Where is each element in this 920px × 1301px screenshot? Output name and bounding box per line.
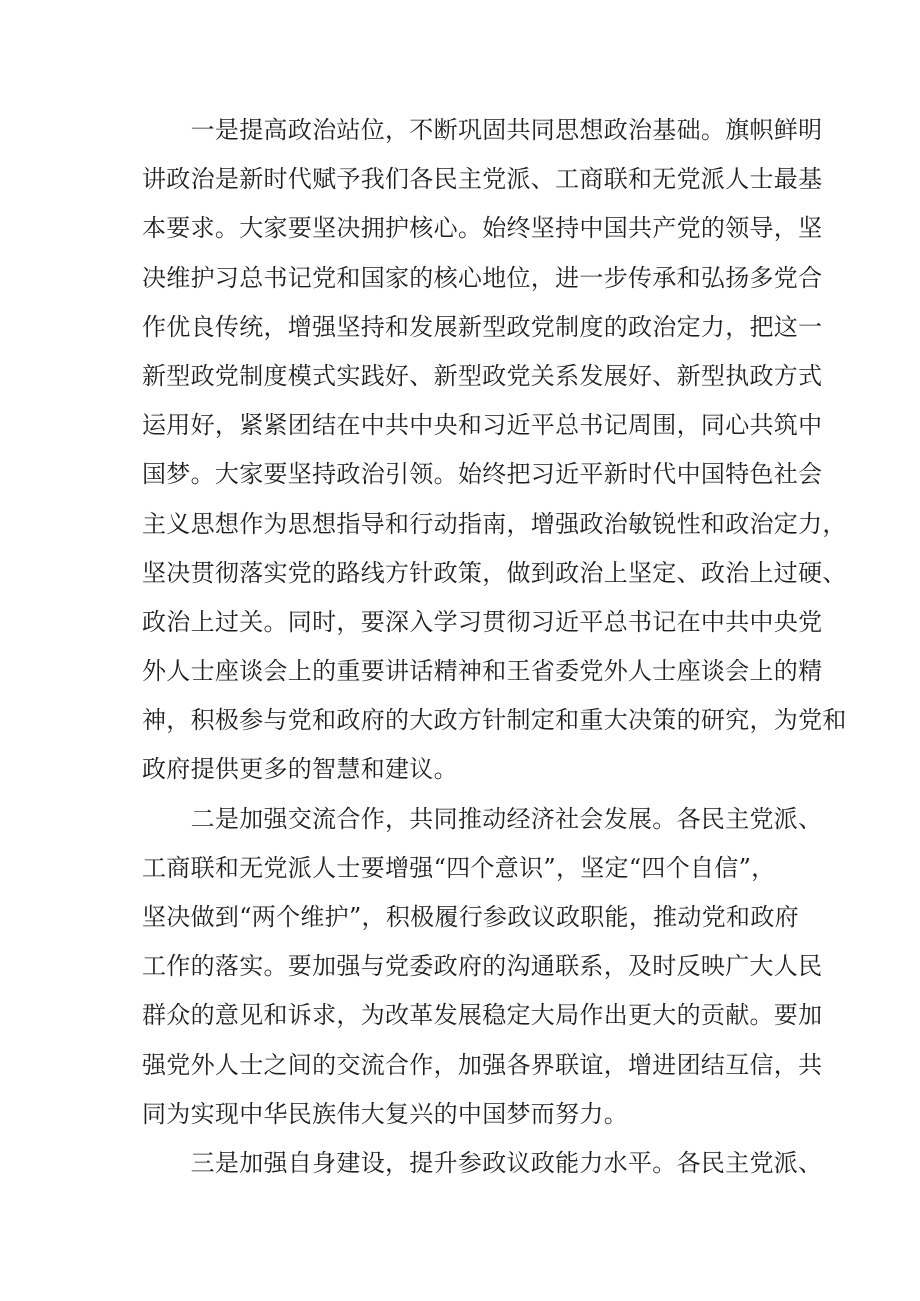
text-line-9: 主义思想作为思想指导和行动指南，增强政治敏锐性和政治定力，: [142, 509, 847, 538]
text-line-7: 运用好，紧紧团结在中共中央和习近平总书记周围，同心共筑中: [142, 411, 823, 440]
text-line-4: 决维护习总书记党和国家的核心地位，进一步传承和弘扬多党合: [142, 263, 823, 292]
text-line-8: 国梦。大家要坚持政治引领。始终把习近平新时代中国特色社会: [142, 460, 823, 489]
text-line-17: 坚决做到“两个维护”，积极履行参政议政职能，推动党和政府: [142, 903, 799, 931]
text-line-12: 外人士座谈会上的重要讲话精神和王省委党外人士座谈会上的精: [142, 657, 823, 686]
text-line-14: 政府提供更多的智慧和建议。: [142, 755, 458, 784]
text-line-3: 本要求。大家要坚决拥护核心。始终坚持中国共产党的领导，坚: [142, 214, 823, 243]
text-line-21: 同为实现中华民族伟大复兴的中国梦而努力。: [142, 1099, 628, 1128]
text-line-2: 讲政治是新时代赋予我们各民主党派、工商联和无党派人士最基: [142, 165, 823, 194]
text-line-11: 政治上过关。同时，要深入学习贯彻习近平总书记在中共中央党: [142, 607, 823, 636]
text-line-15: 二是加强交流合作，共同推动经济社会发展。各民主党派、: [142, 804, 823, 833]
text-line-22: 三是加强自身建设，提升参政议政能力水平。各民主党派、: [142, 1148, 823, 1177]
text-line-20: 强党外人士之间的交流合作，加强各界联谊，增进团结互信，共: [142, 1050, 823, 1079]
text-line-19: 群众的意见和诉求，为改革发展稳定大局作出更大的贡献。要加: [142, 1001, 823, 1030]
text-line-1: 一是提高政治站位，不断巩固共同思想政治基础。旗帜鲜明: [142, 116, 823, 144]
text-line-6: 新型政党制度模式实践好、新型政党关系发展好、新型执政方式: [142, 361, 823, 390]
text-line-13: 神，积极参与党和政府的大政方针制定和重大决策的研究，为党和: [142, 706, 847, 735]
text-line-18: 工作的落实。要加强与党委政府的沟通联系，及时反映广大人民: [142, 952, 823, 981]
document-body: [142, 106, 847, 1188]
text-line-10: 坚决贯彻落实党的路线方针政策，做到政治上坚定、政治上过硬、: [142, 558, 847, 587]
text-line-5: 作优良传统，增强坚持和发展新型政党制度的政治定力，把这一: [142, 312, 823, 341]
text-line-16: 工商联和无党派人士要增强“四个意识”，坚定“四个自信”，: [142, 853, 776, 882]
